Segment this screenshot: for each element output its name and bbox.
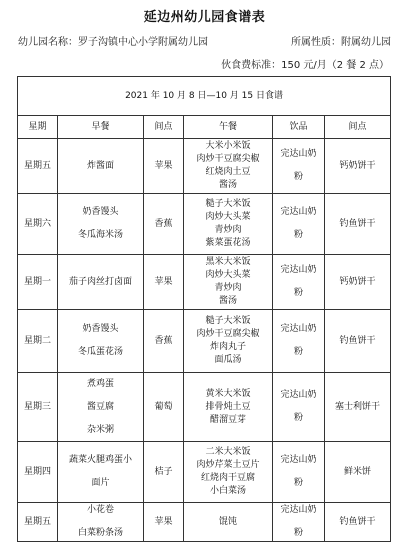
cell-line: 杂米粥 <box>86 424 114 435</box>
cell-line: 面瓜汤 <box>214 355 242 365</box>
breakfast-cell <box>58 194 144 255</box>
cell-line: 茄子肉丝打卤面 <box>68 276 132 287</box>
table-row <box>18 139 391 194</box>
cell-line: 大米小米饭 <box>205 141 251 151</box>
cell-line: 粉 <box>293 230 303 240</box>
table-row <box>18 442 391 503</box>
cell-lines <box>186 516 270 529</box>
day-cell: 星期四 <box>18 442 58 503</box>
drink-cell <box>273 310 325 373</box>
cell-line: 小花卷 <box>86 505 114 515</box>
cell-line: 酱汤 <box>218 296 237 306</box>
cell-line: 黄米大米饭 <box>205 388 251 399</box>
cell-line: 粉 <box>293 288 303 298</box>
cell-lines <box>60 323 141 359</box>
snack-1-cell: 香蕉 <box>144 310 184 373</box>
snack-1-cell: 桔子 <box>144 442 184 503</box>
table-row <box>18 310 391 373</box>
cell-line: 馄饨 <box>218 516 237 527</box>
header-day: 星期 <box>18 116 58 139</box>
cell-line: 糙子大米饭 <box>205 316 251 326</box>
cell-lines <box>186 256 270 308</box>
cell-line: 完达山奶 <box>280 149 317 159</box>
cell-line: 酱汤 <box>218 180 237 190</box>
cell-line: 炸酱面 <box>86 160 114 171</box>
drink-cell <box>273 373 325 442</box>
cell-line: 面片 <box>91 478 110 488</box>
drink-cell <box>273 255 325 310</box>
drink-cell <box>273 503 325 542</box>
cell-line: 糙子大米饭 <box>205 199 251 209</box>
lunch-cell <box>184 255 273 310</box>
cell-lines <box>186 388 270 427</box>
cell-lines <box>186 198 270 250</box>
breakfast-cell <box>58 442 144 503</box>
cell-lines <box>186 140 270 192</box>
cell-lines <box>186 446 270 498</box>
date-range-row <box>18 77 391 116</box>
cell-line: 完达山奶 <box>280 455 317 465</box>
cell-lines <box>275 504 322 540</box>
cell-line: 肉炒大头菜 <box>205 270 251 280</box>
cell-lines <box>275 389 322 425</box>
breakfast-cell <box>58 310 144 373</box>
cell-line: 炸肉丸子 <box>209 342 246 352</box>
cell-line: 粉 <box>293 478 303 488</box>
cell-line: 紫菜蛋花汤 <box>205 238 251 248</box>
drink-cell <box>273 139 325 194</box>
drink-cell <box>273 442 325 503</box>
cell-line: 红烧肉土豆 <box>205 167 251 177</box>
snack-2-cell: 鲜米饼 <box>325 442 391 503</box>
cell-line: 白菜粉条汤 <box>77 528 123 538</box>
cell-lines <box>275 148 322 184</box>
snack-1-cell: 苹果 <box>144 503 184 542</box>
date-range: 2021 年 10 月 8 日—10 月 15 日食谱 <box>18 77 391 116</box>
cell-line: 完达山奶 <box>280 324 317 334</box>
cell-lines <box>275 323 322 359</box>
cell-line: 红烧肉干豆腐 <box>200 473 255 483</box>
breakfast-cell <box>58 255 144 310</box>
snack-2-cell: 钓鱼饼干 <box>325 194 391 255</box>
school-info <box>18 33 391 48</box>
day-cell: 星期五 <box>18 503 58 542</box>
header-breakfast: 早餐 <box>58 116 144 139</box>
lunch-cell <box>184 194 273 255</box>
header-snack-1: 间点 <box>144 116 184 139</box>
day-cell: 星期六 <box>18 194 58 255</box>
breakfast-cell <box>58 139 144 194</box>
header-drink: 饮品 <box>273 116 325 139</box>
cell-line: 醋溜豆芽 <box>209 414 246 425</box>
cell-line: 青炒肉 <box>214 283 242 293</box>
fee-standard: 伙食费标准：150 元/月（2 餐 2 点） <box>221 60 389 71</box>
snack-2-cell: 钙奶饼干 <box>325 255 391 310</box>
snack-1-cell: 香蕉 <box>144 194 184 255</box>
cell-line: 肉炒干豆腐尖椒 <box>196 154 260 164</box>
menu-table <box>17 76 391 542</box>
cell-line: 肉炒干豆腐尖椒 <box>196 329 260 339</box>
drink-cell <box>273 194 325 255</box>
day-cell: 星期三 <box>18 373 58 442</box>
day-cell: 星期五 <box>18 139 58 194</box>
school-nature: 所属性质：附属幼儿园 <box>291 37 391 48</box>
snack-1-cell: 苹果 <box>144 255 184 310</box>
day-cell: 星期一 <box>18 255 58 310</box>
header-snack-2: 间点 <box>325 116 391 139</box>
cell-line: 粉 <box>293 172 303 182</box>
cell-line: 粉 <box>293 528 303 538</box>
table-row <box>18 194 391 255</box>
header-row <box>18 116 391 139</box>
cell-line: 肉炒芹菜土豆片 <box>196 460 260 470</box>
cell-lines <box>60 504 141 540</box>
cell-lines <box>60 206 141 242</box>
cell-line: 奶香馒头 <box>82 324 119 334</box>
lunch-cell <box>184 310 273 373</box>
cell-lines <box>186 315 270 367</box>
cell-line: 黑米大米饭 <box>205 257 251 267</box>
snack-2-cell: 钓鱼饼干 <box>325 310 391 373</box>
lunch-cell <box>184 373 273 442</box>
table-row <box>18 373 391 442</box>
cell-line: 青炒肉 <box>214 225 242 235</box>
school-name: 幼儿园名称：罗子沟镇中心小学附属幼儿园 <box>18 37 208 48</box>
breakfast-cell <box>58 503 144 542</box>
table-row <box>18 255 391 310</box>
cell-line: 完达山奶 <box>280 265 317 275</box>
day-cell: 星期二 <box>18 310 58 373</box>
lunch-cell <box>184 503 273 542</box>
cell-lines <box>60 160 141 173</box>
cell-line: 完达山奶 <box>280 390 317 400</box>
snack-1-cell: 苹果 <box>144 139 184 194</box>
lunch-cell <box>184 139 273 194</box>
cell-line: 肉炒大头菜 <box>205 212 251 222</box>
snack-2-cell: 塞士利饼干 <box>325 373 391 442</box>
cell-lines <box>60 378 141 437</box>
cell-line: 奶香馒头 <box>82 207 119 217</box>
cell-line: 酱豆腐 <box>86 401 114 412</box>
snack-2-cell: 钙奶饼干 <box>325 139 391 194</box>
cell-line: 粉 <box>293 413 303 423</box>
cell-line: 二米大米饭 <box>205 447 251 457</box>
cell-line: 完达山奶 <box>280 207 317 217</box>
table-row <box>18 503 391 542</box>
cell-line: 煮鸡蛋 <box>86 378 114 389</box>
cell-lines <box>275 454 322 490</box>
cell-lines <box>275 206 322 242</box>
cell-line: 冬瓜海米汤 <box>77 230 123 240</box>
breakfast-cell <box>58 373 144 442</box>
cell-line: 冬瓜蛋花汤 <box>77 347 123 357</box>
snack-2-cell: 钓鱼饼干 <box>325 503 391 542</box>
cell-lines <box>60 454 141 490</box>
cell-line: 小白菜汤 <box>209 486 246 496</box>
cell-line: 蔬菜火腿鸡蛋小 <box>68 455 132 465</box>
lunch-cell <box>184 442 273 503</box>
cell-line: 完达山奶 <box>280 505 317 515</box>
page-title: 延边州幼儿园食谱表 <box>143 10 266 25</box>
cell-lines <box>60 276 141 289</box>
snack-1-cell: 葡萄 <box>144 373 184 442</box>
cell-line: 粉 <box>293 347 303 357</box>
header-lunch: 午餐 <box>184 116 273 139</box>
cell-line: 排骨炖土豆 <box>205 401 251 412</box>
cell-lines <box>275 264 322 300</box>
